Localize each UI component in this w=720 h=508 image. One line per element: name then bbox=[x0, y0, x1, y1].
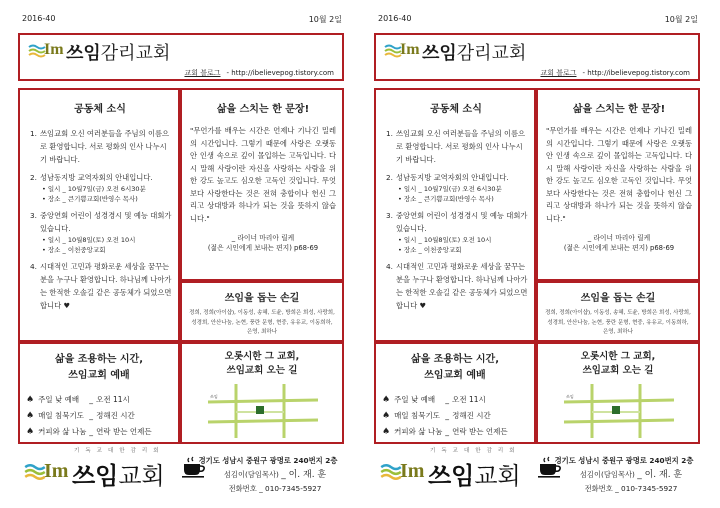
title-box bbox=[374, 33, 700, 81]
quote-author: _ 라이너 마리아 릴케 bbox=[231, 234, 295, 242]
news-item-text: 시대적인 고민과 평화로운 세상을 꿈꾸는 분을 누구나 환영합니다. 하나님께 나아가는 한적한 오솔길 같은 공동체가 되었으면 합니다 ♥ bbox=[396, 262, 528, 310]
church-address: 경기도 성남시 중원구 광명로 240번지 2층 bbox=[198, 456, 338, 465]
pastor-name: _ 이. 재. 훈 bbox=[637, 470, 683, 480]
svg-text:쓰임: 쓰임 bbox=[566, 394, 574, 399]
news-item bbox=[28, 171, 172, 204]
news-title: 공동체 소식 bbox=[74, 104, 126, 115]
church-address: 경기도 성남시 중원구 광명로 240번지 2층 bbox=[554, 456, 694, 465]
worship-box bbox=[18, 342, 180, 444]
schedule-separator: _ bbox=[89, 395, 93, 404]
church-name-rest: 감리교회 bbox=[456, 43, 527, 64]
issue-number: 2016-40 bbox=[378, 14, 412, 23]
footer-info bbox=[200, 454, 350, 496]
footer-wave-logo-icon bbox=[24, 462, 46, 482]
news-item-text: 성남동지방 교역자회의 안내입니다. bbox=[40, 173, 153, 182]
news-item-text: 중앙연회 어린이 성경경시 및 예능 대회가 있습니다. bbox=[40, 211, 172, 233]
news-item-detail: • 일시 _ 10월7일(금) 오전 6시30분 bbox=[398, 185, 502, 193]
worship-title-line2: 쓰임교회 예배 bbox=[68, 370, 130, 381]
church-phone: 전화번호 _ 010-7345-5927 bbox=[584, 484, 678, 493]
footer bbox=[18, 446, 344, 506]
quote-box bbox=[180, 88, 344, 281]
helpers-names: 정희, 정희(아이샵), 이동성, 송혜, 도윤, 방희은 희성, 사랑희, 성경희, 안산나눔, 논현, 풍란 문형, 현중, 유유교, 이동희하, 은영, 최하나 bbox=[545, 310, 691, 335]
directions-box bbox=[180, 342, 344, 444]
worship-title-line2: 쓰임교회 예배 bbox=[424, 370, 486, 381]
footer-church-name bbox=[72, 456, 165, 491]
news-item-text: 성남동지방 교역자회의 안내입니다. bbox=[396, 173, 509, 182]
schedule-name: 커피와 삶 나눔 bbox=[38, 427, 87, 436]
pastor-label: 섬김이(담임목사) bbox=[579, 470, 635, 479]
news-item-number: 3. bbox=[386, 211, 393, 220]
news-item-detail: • 장소 _ 이천중앙교회 bbox=[42, 246, 106, 254]
schedule-value: 정해진 시간 bbox=[96, 411, 135, 420]
directions-title bbox=[188, 350, 336, 378]
schedule-name: 주일 낮 예배 bbox=[38, 395, 80, 404]
blog-link[interactable]: - http://ibelievepog.tistory.com bbox=[226, 69, 334, 77]
church-name-rest: 감리교회 bbox=[100, 43, 171, 64]
bulletin-page-right bbox=[374, 0, 710, 508]
footer-name-bold: 쓰임 bbox=[72, 462, 119, 490]
pastor-name: _ 이. 재. 훈 bbox=[281, 470, 327, 480]
schedule-row bbox=[382, 392, 528, 408]
directions-title-line1: 오롯시한 그 교회, bbox=[224, 351, 300, 362]
footer-logo-sub: 기독교대한감리회 bbox=[430, 448, 521, 454]
schedule-separator: _ bbox=[445, 411, 449, 420]
page-header bbox=[374, 12, 710, 26]
footer bbox=[374, 446, 700, 506]
pastor-label: 섬김이(담임목사) bbox=[223, 470, 279, 479]
schedule-separator: _ bbox=[445, 427, 449, 436]
spade-icon: ♠ bbox=[26, 395, 35, 405]
spade-icon: ♠ bbox=[382, 411, 391, 421]
schedule-separator: _ bbox=[89, 427, 93, 436]
bulletin-page-left bbox=[18, 0, 354, 508]
schedule-separator: _ bbox=[89, 411, 93, 420]
news-item-text: 시대적인 고민과 평화로운 세상을 꿈꾸는 분을 누구나 환영합니다. 하나님께 나아가는 한적한 오솔길 같은 공동체가 되었으면 합니다 ♥ bbox=[40, 262, 172, 310]
news-item-number: 2. bbox=[386, 173, 393, 182]
news-item bbox=[384, 209, 528, 255]
page-header bbox=[18, 12, 354, 26]
footer-info bbox=[556, 454, 706, 496]
footer-logo-im: Im bbox=[400, 460, 425, 482]
news-item-detail: • 일시 _ 10월7일(금) 오전 6시30분 bbox=[42, 185, 146, 193]
news-item-detail: • 장소 _ 큰기쁨교회(반영수 목사) bbox=[42, 195, 138, 203]
worship-schedule bbox=[26, 392, 172, 440]
news-list bbox=[384, 127, 528, 312]
footer-name-bold: 쓰임 bbox=[428, 462, 475, 490]
schedule-value: 오전 11시 bbox=[96, 395, 130, 404]
worship-box bbox=[374, 342, 536, 444]
news-item-detail: • 장소 _ 큰기쁨교회(반영수 목사) bbox=[398, 195, 494, 203]
worship-title-line1: 삶을 조용하는 시간, bbox=[54, 354, 144, 365]
issue-date: 10월 2일 bbox=[664, 15, 698, 24]
news-item-number: 1. bbox=[386, 129, 393, 138]
news-title: 공동체 소식 bbox=[430, 104, 482, 115]
directions-title bbox=[544, 350, 692, 378]
directions-title-line2: 쓰임교회 오는 길 bbox=[582, 365, 654, 376]
news-item-number: 2. bbox=[30, 173, 37, 182]
footer-wave-logo-icon bbox=[380, 462, 402, 482]
church-name bbox=[422, 39, 526, 65]
quote-title: 삶을 스치는 한 문장! bbox=[216, 104, 310, 115]
schedule-separator: _ bbox=[445, 395, 449, 404]
spade-icon: ♠ bbox=[382, 395, 391, 405]
quote-text: "무언가를 배우는 시간은 언제나 기나긴 밀레의 시간입니다. 그렇기 때문에 사랑은 오랫동안 인생 속으로 깊이 몰입하는 고독입니다. 다시 말해 사랑이란 자신을 사랑하는 사람을 위한 강도 높고도 심오한 고독인 것입니다. 무엇보다 사랑한다는 것은 전혀 충합이나 헌신 그리고 상대방과 하나가 되는 것을 뜻하지 않습니다." bbox=[546, 126, 692, 223]
blog-label: 교회 블로그 bbox=[184, 69, 221, 77]
worship-title bbox=[26, 352, 172, 384]
news-item bbox=[28, 209, 172, 255]
quote-book: (젊은 시인에게 보내는 편지) p68-69 bbox=[207, 244, 319, 252]
church-name bbox=[66, 39, 170, 65]
news-item bbox=[384, 171, 528, 204]
helpers-names: 정희, 정희(아이샵), 이동성, 송혜, 도윤, 방희은 희성, 사랑희, 성경희, 안산나눔, 논현, 풍란 문형, 현중, 유유교, 이동희하, 은영, 최하나 bbox=[189, 310, 335, 335]
blog-line bbox=[184, 68, 334, 78]
logo-im-text: Im bbox=[44, 41, 64, 58]
schedule-row bbox=[382, 424, 528, 440]
quote-author: _ 라이너 마리아 릴케 bbox=[587, 234, 651, 242]
news-list bbox=[28, 127, 172, 312]
quote-source bbox=[190, 233, 336, 253]
church-name-bold: 쓰임 bbox=[66, 43, 101, 64]
news-item-detail: • 일시 _ 10월8일(토) 오전 10시 bbox=[398, 236, 492, 244]
footer-name-rest: 교회 bbox=[118, 462, 165, 490]
news-item-text: 쓰임교회 오신 여러분들을 주님의 이름으로 환영합니다. 서로 평화의 인사 나누시기 바랍니다. bbox=[40, 129, 170, 164]
svg-text:쓰임: 쓰임 bbox=[210, 394, 218, 399]
footer-logo-im: Im bbox=[44, 460, 69, 482]
footer-church-name bbox=[428, 456, 521, 491]
news-item-number: 1. bbox=[30, 129, 37, 138]
spade-icon: ♠ bbox=[382, 427, 391, 437]
community-news-box bbox=[18, 88, 180, 342]
issue-number: 2016-40 bbox=[22, 14, 56, 23]
logo-im-text: Im bbox=[400, 41, 420, 58]
helpers-box bbox=[180, 281, 344, 342]
schedule-name: 주일 낮 예배 bbox=[394, 395, 436, 404]
helpers-box bbox=[536, 281, 700, 342]
pastor-line bbox=[200, 468, 350, 482]
news-item-number: 3. bbox=[30, 211, 37, 220]
directions-map bbox=[562, 382, 678, 440]
quote-box bbox=[536, 88, 700, 281]
schedule-name: 커피와 삶 나눔 bbox=[394, 427, 443, 436]
blog-label: 교회 블로그 bbox=[540, 69, 577, 77]
spade-icon: ♠ bbox=[26, 427, 35, 437]
footer-logo-sub: 기독교대한감리회 bbox=[74, 448, 165, 454]
footer-name-rest: 교회 bbox=[474, 462, 521, 490]
helpers-title: 쓰임을 돕는 손길 bbox=[580, 293, 656, 304]
directions-title-line2: 쓰임교회 오는 길 bbox=[226, 365, 298, 376]
directions-map bbox=[206, 382, 322, 440]
schedule-value: 연락 받는 언제든 bbox=[96, 427, 152, 436]
news-item-number: 4. bbox=[30, 262, 37, 271]
worship-schedule bbox=[382, 392, 528, 440]
schedule-row bbox=[382, 408, 528, 424]
helpers-title: 쓰임을 돕는 손길 bbox=[224, 293, 300, 304]
news-item-text: 중앙연회 어린이 성경경시 및 예능 대회가 있습니다. bbox=[396, 211, 528, 233]
title-box bbox=[18, 33, 344, 81]
news-item bbox=[28, 260, 172, 312]
spade-icon: ♠ bbox=[26, 411, 35, 421]
blog-link[interactable]: - http://ibelievepog.tistory.com bbox=[582, 69, 690, 77]
news-item bbox=[384, 260, 528, 312]
church-marker bbox=[256, 406, 264, 414]
pastor-line bbox=[556, 468, 706, 482]
schedule-name: 매일 침묵기도 bbox=[38, 411, 84, 420]
news-item bbox=[28, 127, 172, 166]
schedule-row bbox=[26, 392, 172, 408]
quote-title: 삶을 스치는 한 문장! bbox=[572, 104, 666, 115]
news-item-detail: • 장소 _ 이천중앙교회 bbox=[398, 246, 462, 254]
quote-book: (젊은 시인에게 보내는 편지) p68-69 bbox=[563, 244, 675, 252]
church-phone: 전화번호 _ 010-7345-5927 bbox=[228, 484, 322, 493]
worship-title bbox=[382, 352, 528, 384]
schedule-row bbox=[26, 424, 172, 440]
community-news-box bbox=[374, 88, 536, 342]
blog-line bbox=[540, 68, 690, 78]
church-marker bbox=[612, 406, 620, 414]
news-item bbox=[384, 127, 528, 166]
news-item-detail: • 일시 _ 10월8일(토) 오전 10시 bbox=[42, 236, 136, 244]
quote-source bbox=[546, 233, 692, 253]
schedule-value: 오전 11시 bbox=[452, 395, 486, 404]
directions-box bbox=[536, 342, 700, 444]
news-item-text: 쓰임교회 오신 여러분들을 주님의 이름으로 환영합니다. 서로 평화의 인사 나누시기 바랍니다. bbox=[396, 129, 526, 164]
issue-date: 10월 2일 bbox=[308, 15, 342, 24]
schedule-row bbox=[26, 408, 172, 424]
schedule-name: 매일 침묵기도 bbox=[394, 411, 440, 420]
worship-title-line1: 삶을 조용하는 시간, bbox=[410, 354, 500, 365]
schedule-value: 정해진 시간 bbox=[452, 411, 491, 420]
news-item-number: 4. bbox=[386, 262, 393, 271]
directions-title-line1: 오롯시한 그 교회, bbox=[580, 351, 656, 362]
quote-text: "무언가를 배우는 시간은 언제나 기나긴 밀레의 시간입니다. 그렇기 때문에 사랑은 오랫동안 인생 속으로 깊이 몰입하는 고독입니다. 다시 말해 사랑이란 자신을 사랑하는 사람을 위한 강도 높고도 심오한 고독인 것입니다. 무엇보다 사랑한다는 것은 전혀 충합이나 헌신 그리고 상대방과 하나가 되는 것을 뜻하지 않습니다." bbox=[190, 126, 336, 223]
schedule-value: 연락 받는 언제든 bbox=[452, 427, 508, 436]
church-name-bold: 쓰임 bbox=[422, 43, 457, 64]
